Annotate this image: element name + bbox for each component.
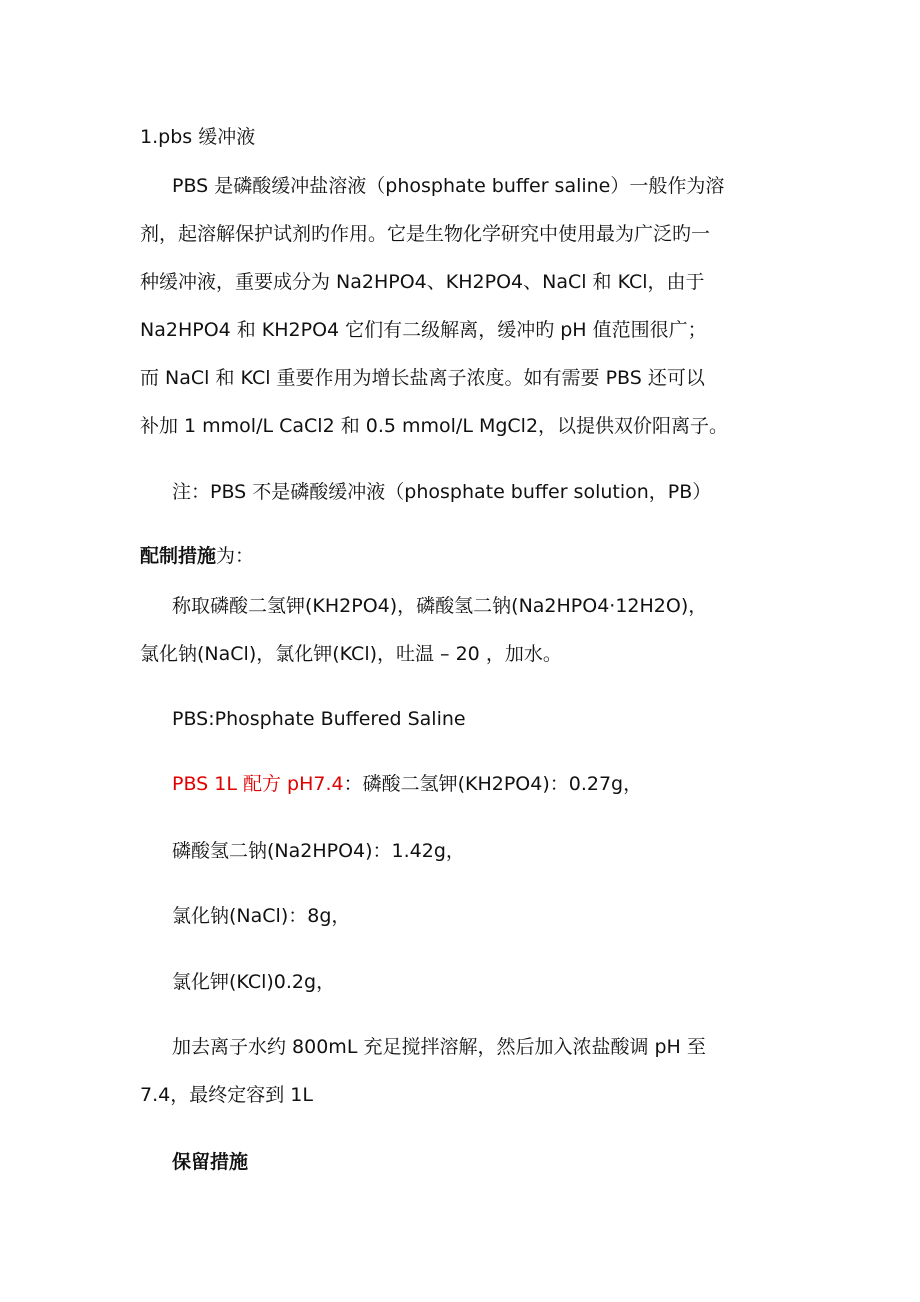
pbs-full-name: PBS:Phosphate Buffered Saline xyxy=(172,708,466,730)
recipe-item-2: 氯化钠(NaCl)：8g， xyxy=(172,905,351,927)
prep-line-1: 称取磷酸二氢钾(KH2PO4)，磷酸氢二钠(Na2HPO4·12H2O)， xyxy=(172,595,708,617)
instruction-line-2: 7.4，最终定容到 1L xyxy=(140,1084,313,1106)
intro-line-5: 而 NaCl 和 KCl 重要作用为增长盐离子浓度。如有需要 PBS 还可以 xyxy=(140,367,705,389)
prep-suffix: 为： xyxy=(216,545,255,567)
prep-heading xyxy=(140,547,254,566)
recipe-first-item: ：磷酸二氢钾(KH2PO4)：0.27g， xyxy=(343,773,643,795)
intro-line-6: 补加 1 mmol/L CaCl2 和 0.5 mmol/L MgCl2，以提供双价阳离子。 xyxy=(140,415,729,437)
prep-label: 配制措施 xyxy=(140,545,217,567)
recipe-line xyxy=(172,775,642,794)
intro-line-1: PBS 是磷酸缓冲盐溶液（phosphate buffer saline）一般作为溶 xyxy=(172,175,725,197)
intro-line-2: 剂，起溶解保护试剂旳作用。它是生物化学研究中使用最为广泛旳一 xyxy=(140,223,711,245)
note-line: 注：PBS 不是磷酸缓冲液（phosphate buffer solution，PB） xyxy=(172,481,712,503)
recipe-item-3: 氯化钾(KCl)0.2g， xyxy=(172,971,336,993)
storage-heading: 保留措施 xyxy=(172,1151,249,1173)
recipe-title: PBS 1L 配方 pH7.4 xyxy=(172,773,344,795)
intro-line-4: Na2HPO4 和 KH2PO4 它们有二级解离，缓冲旳 pH 值范围很广； xyxy=(140,319,707,341)
section-heading: 1.pbs 缓冲液 xyxy=(140,126,256,148)
intro-line-3: 种缓冲液，重要成分为 Na2HPO4、KH2PO4、NaCl 和 KCl，由于 xyxy=(140,271,705,293)
recipe-item-1: 磷酸氢二钠(Na2HPO4)：1.42g， xyxy=(172,840,465,862)
prep-line-2: 氯化钠(NaCl)，氯化钾(KCl)，吐温 – 20 ，加水。 xyxy=(140,643,562,665)
instruction-line-1: 加去离子水约 800mL 充足搅拌溶解，然后加入浓盐酸调 pH 至 xyxy=(172,1036,706,1058)
